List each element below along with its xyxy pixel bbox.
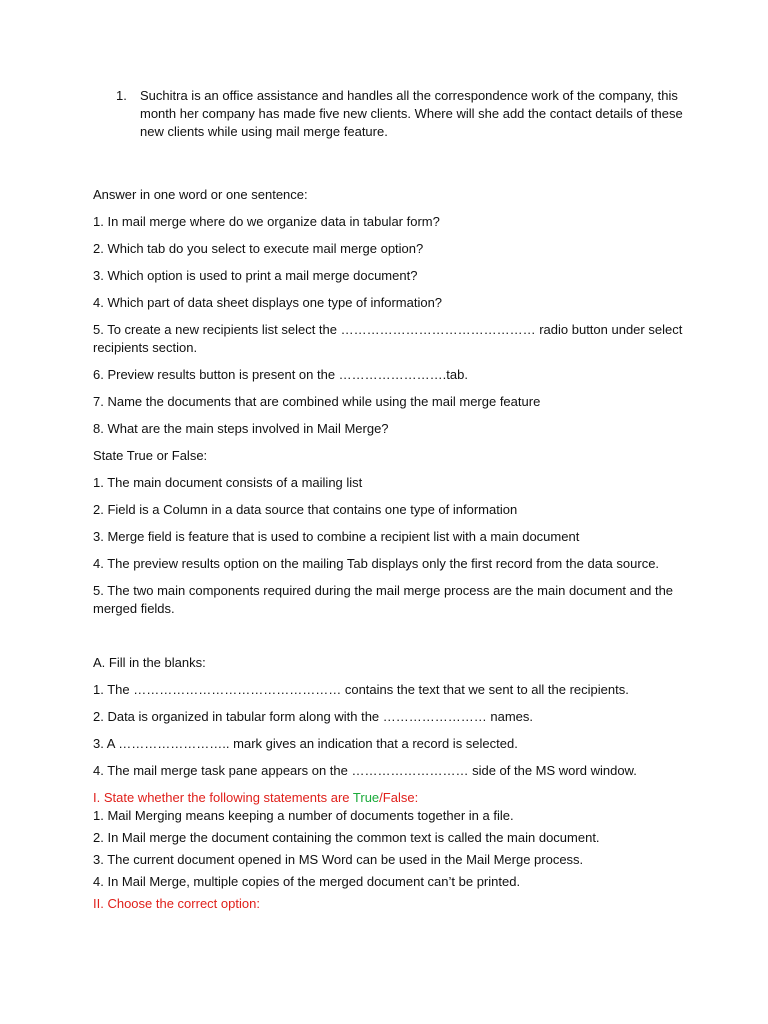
heading-slash: / [379, 790, 383, 805]
statement-item: 4. In Mail Merge, multiple copies of the merged document can’t be printed. [93, 874, 521, 889]
statement-item: 5. The two main components required during the mail merge process are the main document and the merged fields. [93, 583, 674, 616]
section-heading-choose: II. Choose the correct option: [93, 896, 260, 911]
question-item: 1. In mail merge where do we organize data in tabular form? [93, 214, 440, 229]
statement-item: 4. The preview results option on the mailing Tab displays only the first record from the data source. [93, 556, 660, 571]
heading-true-word: True [352, 790, 380, 805]
question-item: 5. To create a new recipients list select the ……………………………………… radio button under select recipients section. [93, 322, 683, 355]
question-item: 7. Name the documents that are combined while using the mail merge feature [93, 394, 541, 409]
section-heading-fill-blanks: A. Fill in the blanks: [93, 655, 206, 670]
statement-item: 2. Field is a Column in a data source that contains one type of information [93, 502, 518, 517]
statement-item: 3. The current document opened in MS Word can be used in the Mail Merge process. [93, 852, 584, 867]
statement-item: 3. Merge field is feature that is used to combine a recipient list with a main document [93, 529, 580, 544]
statement-item: 1. The main document consists of a mailing list [93, 475, 363, 490]
blank-item: 1. The ………………………………………… contains the text that we sent to all the recipients. [93, 682, 629, 697]
heading-false-word: False: [382, 790, 419, 805]
section-heading-true-false: State True or False: [93, 448, 208, 463]
question-number: 1. [116, 88, 127, 103]
heading-prefix: I. State whether the following statements are [93, 790, 353, 805]
question-item: 2. Which tab do you select to execute mail merge option? [93, 241, 424, 256]
question-item: 3. Which option is used to print a mail merge document? [93, 268, 418, 283]
statement-item: 1. Mail Merging means keeping a number of documents together in a file. [93, 808, 514, 823]
section-heading-one-word: Answer in one word or one sentence: [93, 187, 308, 202]
section-heading-state-true-false [93, 789, 683, 807]
blank-item: 3. A …………………….. mark gives an indication that a record is selected. [93, 736, 518, 751]
question-item: 6. Preview results button is present on the …………………….tab. [93, 367, 468, 382]
question-text: Suchitra is an office assistance and handles all the correspondence work of the company, this month her company has made five new clients. Where will she add the contact details of these new clients while using mail merge feature. [140, 88, 683, 139]
blank-item: 2. Data is organized in tabular form along with the …………………… names. [93, 709, 534, 724]
question-1 [116, 87, 683, 141]
statement-item: 2. In Mail merge the document containing the common text is called the main document. [93, 830, 600, 845]
question-item: 8. What are the main steps involved in Mail Merge? [93, 421, 389, 436]
blank-item: 4. The mail merge task pane appears on the ……………………… side of the MS word window. [93, 763, 637, 778]
document-page [93, 87, 683, 913]
question-item: 4. Which part of data sheet displays one type of information? [93, 295, 443, 310]
